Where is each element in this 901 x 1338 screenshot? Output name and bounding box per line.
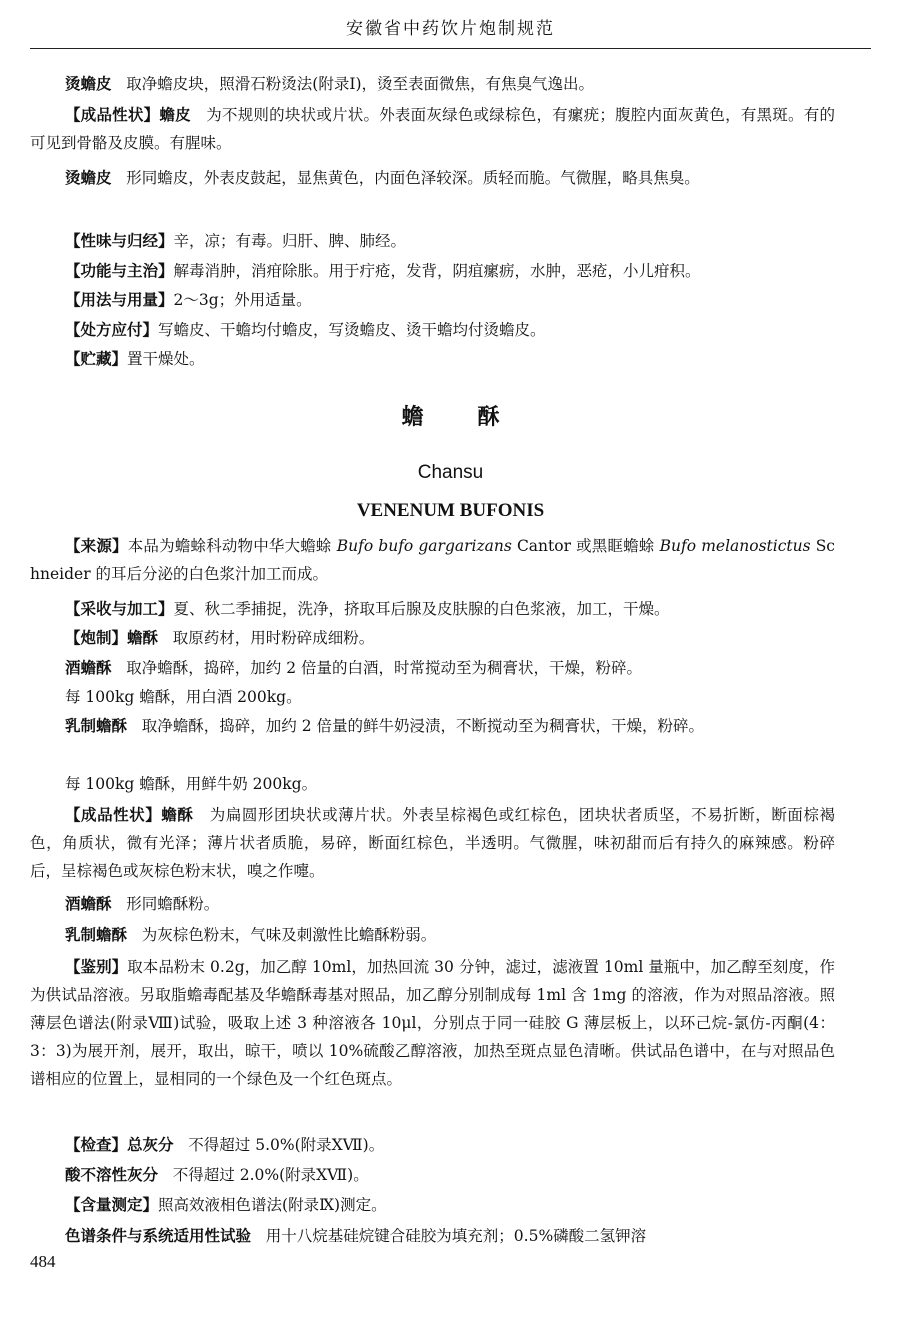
paragraph-wine-ratio: 每 100kg 蟾酥，用白酒 200kg。	[65, 688, 302, 706]
label: 酒蟾酥	[65, 659, 112, 677]
label: 【来源】	[65, 537, 128, 555]
paragraph-identification	[30, 953, 835, 1093]
label: 酒蟾酥	[65, 895, 112, 913]
latin-name: Bufo bufo gargarizans	[336, 537, 512, 555]
paragraph-finished-product-chanpi	[30, 101, 835, 157]
label: 【采收与加工】	[65, 600, 174, 618]
text: 2～3g；外用适量。	[173, 291, 312, 309]
label: 【贮藏】	[65, 350, 128, 368]
label: 【性味与归经】	[65, 232, 174, 250]
label: 酸不溶性灰分	[65, 1166, 159, 1184]
text: 为扁圆形团块状或薄片状。外表呈棕褐色或红棕色，团块状者质坚，不易折断，断面棕褐色，角质状，微有光泽；薄片状者质脆，易碎，断面红棕色，半透明。气微腥，味初甜而后有持久的麻辣感。粉碎后，呈棕褐色或灰棕色粉末状，嗅之作嚏。	[30, 806, 835, 880]
monograph-title-chinese: 蟾酥	[401, 405, 554, 430]
paragraph-hplc-conditions	[30, 1222, 835, 1250]
label: 【检查】总灰分	[65, 1136, 174, 1154]
paragraph-total-ash	[30, 1131, 835, 1159]
running-header: 安徽省中药饮片炮制规范	[346, 19, 555, 39]
paragraph-acid-insoluble-ash	[30, 1161, 835, 1189]
text: Schneider 的耳后分泌的白色浆汁加工而成。	[30, 537, 835, 583]
paragraph-milk-chansu-appearance	[30, 921, 835, 949]
text: 不得超过 2.0%(附录ⅩⅦ)。	[172, 1166, 369, 1184]
header-rule	[30, 48, 871, 49]
paragraph-milk-ratio: 每 100kg 蟾酥，用鲜牛奶 200kg。	[65, 775, 318, 793]
label: 乳制蟾酥	[65, 717, 128, 735]
paragraph-collection	[30, 595, 835, 623]
label: 【成品性状】蟾皮	[65, 106, 191, 124]
text: 取原药材，用时粉碎成细粉。	[172, 629, 375, 647]
paragraph-nature-meridian	[30, 227, 835, 255]
page-number: 484	[30, 1252, 56, 1271]
paragraph-tang-chanpi-method	[30, 70, 835, 98]
text: 形同蟾皮，外表皮鼓起，显焦黄色，内面色泽较深。质轻而脆。气微腥，略具焦臭。	[126, 169, 700, 187]
text: 取净蟾酥，捣碎，加约 2 倍量的鲜牛奶浸渍，不断搅动至为稠膏状，干燥，粉碎。	[141, 717, 705, 735]
paragraph-wine-processing	[30, 654, 835, 682]
monograph-title-pinyin: Chansu	[417, 462, 484, 483]
text: 取净蟾酥，捣碎，加约 2 倍量的白酒，时常搅动至为稠膏状，干燥，粉碎。	[126, 659, 643, 677]
paragraph-processing	[30, 624, 835, 652]
label: 烫蟾皮	[65, 169, 112, 187]
paragraph-tang-chanpi-appearance	[30, 164, 835, 192]
text: 形同蟾酥粉。	[126, 895, 220, 913]
monograph-title-latin: VENENUM BUFONIS	[356, 500, 545, 521]
paragraph-assay	[30, 1191, 835, 1219]
paragraph-usage-dosage	[30, 286, 835, 314]
paragraph-storage	[30, 345, 835, 373]
paragraph-milk-processing	[30, 712, 835, 740]
text: 置干燥处。	[127, 350, 205, 368]
text: 不得超过 5.0%(附录ⅩⅦ)。	[188, 1136, 385, 1154]
paragraph-finished-product-chansu	[30, 801, 835, 885]
text: 取净蟾皮块，照滑石粉烫法(附录Ⅰ)，烫至表面微焦，有焦臭气逸出。	[126, 75, 595, 93]
paragraph-source	[30, 532, 835, 588]
text: 辛，凉；有毒。归肝、脾、肺经。	[173, 232, 407, 250]
text: 取本品粉末 0.2g，加乙醇 10ml，加热回流 30 分钟，滤过，滤液置 10ml 量瓶中，加乙醇至刻度，作为供试品溶液。另取脂蟾毒配基及华蟾酥毒基对照品，加乙醇分别制成每 1ml 含 1mg 的溶液，作为对照品溶液。照薄层色谱法(附录Ⅷ)试验，吸取上述 3 种溶液各 10μl，分别点于同一硅胶 G 薄层板上，以环己烷-氯仿-丙酮(4：3：3)为展开剂，展开，取出，晾干，喷以 10%硫酸乙醇溶液，加热至斑点显色清晰。供试品色谱中，在与对照品色谱相应的位置上，显相同的一个绿色及一个红色斑点。	[30, 958, 835, 1088]
label: 【炮制】蟾酥	[65, 629, 159, 647]
paragraph-wine-chansu-appearance	[30, 890, 835, 918]
text: 解毒消肿，消疳除胀。用于疔疮，发背，阴疽瘰疬，水肿，恶疮，小儿疳积。	[173, 262, 701, 280]
text: 本品为蟾蜍科动物中华大蟾蜍	[127, 537, 337, 555]
label: 色谱条件与系统适用性试验	[65, 1227, 252, 1245]
label: 【含量测定】	[65, 1196, 159, 1214]
label: 【用法与用量】	[65, 291, 174, 309]
label: 乳制蟾酥	[65, 926, 128, 944]
text: 用十八烷基硅烷键合硅胶为填充剂；0.5%磷酸二氢钾溶	[265, 1227, 647, 1245]
label: 烫蟾皮	[65, 75, 112, 93]
label: 【处方应付】	[65, 321, 159, 339]
label: 【功能与主治】	[65, 262, 174, 280]
paragraph-prescription	[30, 316, 835, 344]
paragraph-function-indication	[30, 257, 835, 285]
text: 写蟾皮、干蟾均付蟾皮，写烫蟾皮、烫干蟾均付烫蟾皮。	[158, 321, 546, 339]
text: 为灰棕色粉末，气味及刺激性比蟾酥粉弱。	[141, 926, 437, 944]
label: 【成品性状】蟾酥	[65, 806, 194, 824]
text: 为不规则的块状或片状。外表面灰绿色或绿棕色，有瘰疣；腹腔内面灰黄色，有黑斑。有的可见到骨骼及皮膜。有腥味。	[30, 106, 835, 152]
text: 夏、秋二季捕捉，洗净，挤取耳后腺及皮肤腺的白色浆液，加工，干燥。	[173, 600, 670, 618]
label: 【鉴别】	[65, 958, 128, 976]
latin-name: Bufo melanostictus	[659, 537, 811, 555]
text: 照高效液相色谱法(附录Ⅸ)测定。	[158, 1196, 387, 1214]
text: Cantor 或黑眶蟾蜍	[511, 537, 660, 555]
